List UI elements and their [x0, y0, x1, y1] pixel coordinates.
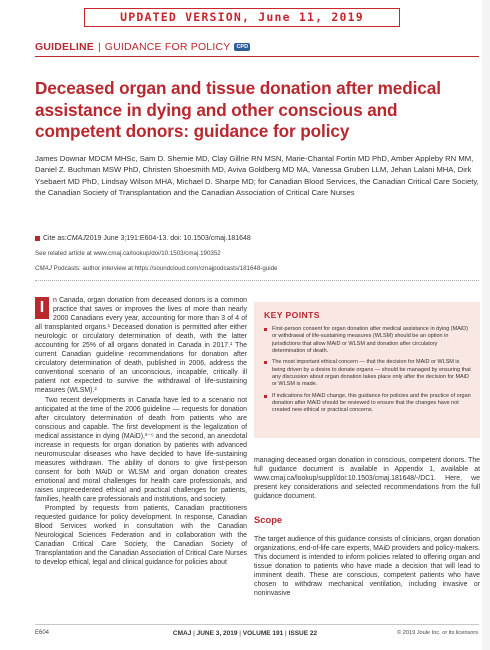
scope-heading: Scope — [254, 514, 283, 525]
key-point-text: If indications for MAiD change, this guidance for policies and the practice of organ donation after MAiD should be reviewed to ensure that the changes have not created new ethical or practical concerns. — [272, 392, 471, 414]
key-point-item — [264, 359, 472, 388]
citation-journal: CMAJ — [66, 235, 86, 242]
cpd-badge: CPD — [236, 44, 249, 50]
section-separator: | — [97, 41, 101, 53]
author-list: James Downar MDCM MHSc, Sam D. Shemie MD, Clay Gillrie RN MSN, Marie-Chantal Fortin MD PhD, Amber Appleby RN MM, Daniel Z. Buchman MSW PhD, Christen Shoesmith MD, Aviva Goldberg MD MA, Vanessa Gruben LLM, Jehan Lalani MHA, Dirk Ysebaert MD PhD, Lindsay Wilson MHA, Michael D. Sharpe MD; for Canadian Blood Services, the Canadian Critical Care Society, the Canadian Society of Transplantation and the Canadian Association of Critical Care Nurses — [35, 154, 479, 197]
citation-prefix: Cite as: — [43, 235, 67, 242]
footer-volume: VOLUME 191 — [242, 630, 284, 637]
footer-date: JUNE 3, 2019 — [196, 630, 238, 637]
bullet-icon — [264, 328, 267, 331]
paragraph-intro — [35, 296, 247, 396]
paragraph-intro-text: n Canada, organ donation from deceased donors is a common practice that saves or improves the lives of more than nearly 2000 Canadians every year, accounting for more than 3 of 4 of all transplanted organs.¹ Deceased donation is permitted after either neurologic or circulatory determination of death, with the latter accounting for 25% of all organs donated in Canada in 2017.¹ The current Canadian guideline recommendations for donation after circulatory determination of death, published in 2006, address the conventional scenario of an unconscious, incapable, critically ill patient not expected to survive the withdrawal of life-sustaining measures (WLSM).² — [35, 297, 247, 395]
key-points-box — [254, 302, 480, 438]
citation-details[interactable]: 2019 June 3;191:E604-13. doi: 10.1503/cmaj.181648 — [85, 235, 251, 242]
footer-issue: ISSUE 22 — [288, 630, 318, 637]
copyright: © 2019 Joule Inc. or its licensors — [397, 630, 478, 636]
podcast-link[interactable] — [35, 265, 277, 272]
key-point-item — [264, 393, 472, 415]
bullet-icon — [264, 361, 267, 364]
related-article-link[interactable]: See related article at www.cmaj.ca/lookup/doi/10.1503/cmaj.190352 — [35, 250, 221, 257]
podcast-journal: CMAJ — [35, 265, 52, 272]
updated-version-banner: UPDATED VERSION, June 11, 2019 — [84, 8, 400, 27]
footer-sep: | — [191, 630, 197, 637]
footer-sep: | — [237, 630, 243, 637]
footer-journal: CMAJ — [172, 630, 192, 637]
key-points-title: KEY POINTS — [264, 310, 320, 320]
key-point-text: First-person consent for organ donation after medical assistance in dying (MAiD) or withdrawal of life-sustaining measures (WLSM) should be an option in jurisdictions that allow MAiD or WLSM and donation after circulatory determination of death. — [272, 326, 468, 355]
header-divider — [35, 56, 479, 57]
paragraph: Two recent developments in Canada have led to a scenario not anticipated at the time of the 2006 guideline — requests for donation after circulatory determination of death from patients who are conscious and capable. The first development is the legalization of medical assistance in dying (MAiD),³⁻⁵ and the second, an anecdotal increase in requests for organ donation by patients with advanced neuromuscular diseases who have decided to have life-sustaining measures withdrawn. The ability of donors to give first-person consent for both MAiD or WLSM and organ donation creates emotional and moral challenges for health care professionals, and raises unprecedented ethical and practical challenges for patients, families, health care professionals and institutions, and society. — [35, 396, 247, 504]
citation-marker-icon — [35, 236, 40, 241]
key-point-text: The most important ethical concern — that the decision for MAiD or WLSM is being driven by a desire to donate organs — should be managed by ensuring that any discussion about organ donation takes place only after the decision for MAiD or WLSM is made. — [272, 359, 471, 388]
footer-sep: | — [283, 630, 289, 637]
article-title: Deceased organ and tissue donation after medical assistance in dying and other conscious and competent donors: guidance for policy — [35, 78, 441, 141]
citation — [35, 235, 251, 242]
page-number: E604 — [35, 630, 50, 636]
podcast-text[interactable]: Podcasts: author interview at https://soundcloud.com/cmajpodcasts/181648-guide — [51, 265, 278, 272]
body-right-paragraph: managing deceased organ donation in conscious, competent donors. The full guidance document is available in Appendix 1, available at www.cmaj.ca/lookup/suppl/doi:10.1503/cmaj.181648/-/DC1. Here, we present key considerations and selected recommendations from the full guidance document. — [254, 457, 480, 501]
body-divider — [35, 280, 479, 281]
body-left-column — [35, 296, 247, 567]
section-header — [35, 41, 250, 53]
section-label: GUIDELINE — [35, 41, 94, 53]
footer-divider — [35, 624, 479, 625]
scope-paragraph: The target audience of this guidance consists of clinicians, organ donation organizations, end-of-life care experts, MAiD providers and policy-makers. This document is intended to inform policies related to offering organ and tissue donation to patients who have made a decision that will lead to imminent death. These are conscious, competent patients who have chosen to withdraw mechanical ventilation, including invasive or noninvasive — [254, 536, 480, 598]
bullet-icon — [264, 395, 267, 398]
subsection-label: GUIDANCE FOR POLICY — [104, 41, 231, 53]
paragraph: Prompted by requests from patients, Canadian practitioners requested guidance for policy development. In response, Canadian Blood Services worked in consultation with the Canadian Neurological Sciences Federation and in collaboration with the Canadian Critical Care Society, the Canadian Society of Transplantation and the Canadian Association of Critical Care Nurses to develop ethical, legal and clinical guidance for policies about — [35, 505, 247, 567]
key-point-item — [264, 326, 472, 355]
drop-cap: I — [35, 297, 49, 319]
